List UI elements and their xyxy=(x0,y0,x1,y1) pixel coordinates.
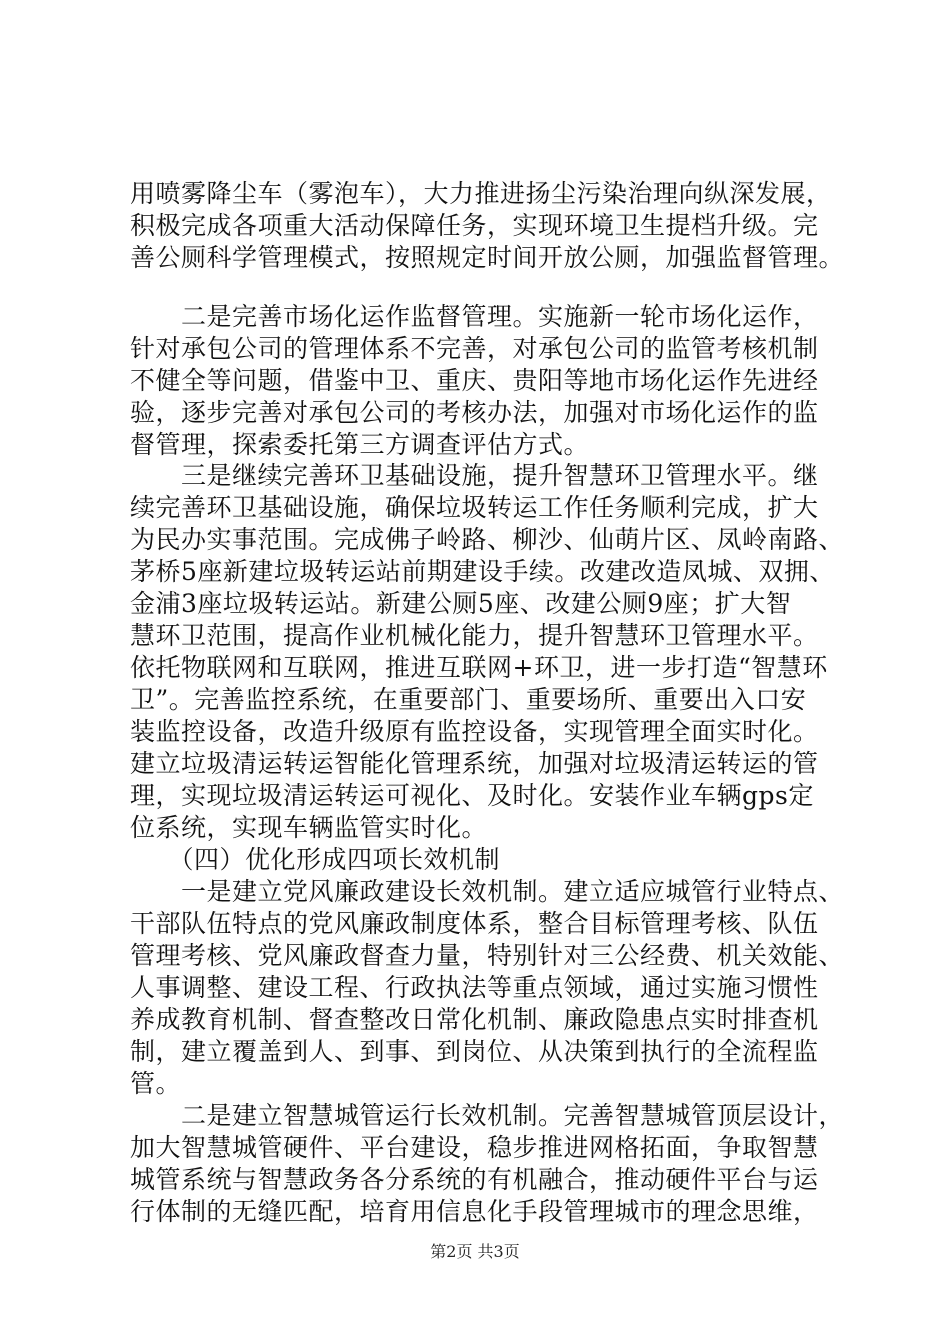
text-line: 制，建立覆盖到人、到事、到岗位、从决策到执行的全流程监 xyxy=(130,1037,819,1066)
text-line: 积极完成各项重大活动保障任务，实现环境卫生提档升级。完 xyxy=(130,211,819,240)
text-line: 针对承包公司的管理体系不完善，对承包公司的监管考核机制 xyxy=(130,334,819,363)
text-line: 督管理，探索委托第三方调查评估方式。 xyxy=(130,430,590,459)
text-line: 干部队伍特点的党风廉政制度体系，整合目标管理考核、队伍 xyxy=(130,909,819,938)
text-line: 管理考核、党风廉政督查力量，特别针对三公经费、机关效能、 xyxy=(130,941,845,970)
text-line: 验，逐步完善对承包公司的考核办法，加强对市场化运作的监 xyxy=(130,398,819,427)
text-line: 管。 xyxy=(130,1069,182,1098)
text-line: 养成教育机制、督查整改日常化机制、廉政隐患点实时排查机 xyxy=(130,1005,819,1034)
text-line: 二是完善市场化运作监督管理。实施新一轮市场化运作， xyxy=(130,302,819,331)
text-line: 依托物联网和互联网，推进互联网+环卫，进一步打造“智慧环 xyxy=(130,653,828,682)
text-line: （四）优化形成四项长效机制 xyxy=(130,845,501,874)
text-line: 茅桥5座新建垃圾转运站前期建设手续。改建改造凤城、双拥、 xyxy=(130,557,835,586)
text-line: 慧环卫范围，提高作业机械化能力，提升智慧环卫管理水平。 xyxy=(130,621,819,650)
text-line: 装监控设备，改造升级原有监控设备，实现管理全面实时化。 xyxy=(130,717,819,746)
text-line: 建立垃圾清运转运智能化管理系统，加强对垃圾清运转运的管 xyxy=(130,749,819,778)
text-line: 三是继续完善环卫基础设施，提升智慧环卫管理水平。继 xyxy=(130,461,819,490)
text-line: 善公厕科学管理模式，按照规定时间开放公厕，加强监督管理。 xyxy=(130,243,845,272)
text-line: 行体制的无缝匹配，培育用信息化手段管理城市的理念思维， xyxy=(130,1197,819,1226)
text-line: 二是建立智慧城管运行长效机制。完善智慧城管顶层设计， xyxy=(130,1101,845,1130)
page-footer: 第2页 共3页 xyxy=(430,1242,520,1261)
text-line: 城管系统与智慧政务各分系统的有机融合，推动硬件平台与运 xyxy=(130,1165,819,1194)
text-line: 为民办实事范围。完成佛子岭路、柳沙、仙萌片区、凤岭南路、 xyxy=(130,525,845,554)
text-line: 位系统，实现车辆监管实时化。 xyxy=(130,813,488,842)
text-line: 续完善环卫基础设施，确保垃圾转运工作任务顺利完成，扩大 xyxy=(130,493,819,522)
text-line: 一是建立党风廉政建设长效机制。建立适应城管行业特点、 xyxy=(130,877,845,906)
text-line: 用喷雾降尘车（雾泡车），大力推进扬尘污染治理向纵深发展， xyxy=(130,179,832,208)
text-line: 卫”。完善监控系统，在重要部门、重要场所、重要出入口安 xyxy=(130,685,807,714)
text-line: 理，实现垃圾清运转运可视化、及时化。安装作业车辆gps定 xyxy=(130,781,814,810)
text-line: 加大智慧城管硬件、平台建设，稳步推进网格拓面，争取智慧 xyxy=(130,1133,819,1162)
text-line: 金浦3座垃圾转运站。新建公厕5座、改建公厕9座；扩大智 xyxy=(130,589,792,618)
text-line: 不健全等问题，借鉴中卫、重庆、贵阳等地市场化运作先进经 xyxy=(130,366,819,395)
text-line: 人事调整、建设工程、行政执法等重点领域，通过实施习惯性 xyxy=(130,973,819,1002)
